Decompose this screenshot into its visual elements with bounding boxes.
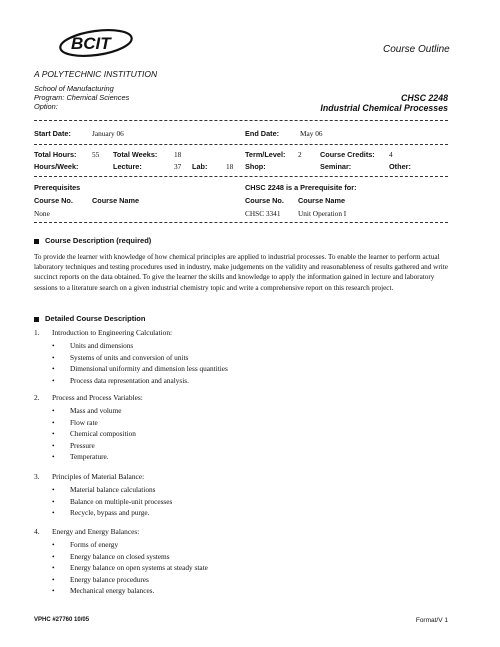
school-info (34, 84, 129, 111)
divider (34, 176, 448, 177)
total-hours-label: Total Hours: (34, 150, 77, 159)
list-item: • Balance on multiple-unit processes (52, 496, 172, 508)
list-item: • Recycle, bypass and purge. (52, 507, 172, 519)
topic-items (52, 340, 228, 386)
total-hours: 55 (92, 150, 100, 159)
lecture-hours: 37 (174, 162, 182, 171)
list-item: • Mechanical energy balances. (52, 585, 208, 597)
list-item: • Energy balance procedures (52, 574, 208, 586)
doc-type: Course Outline (383, 44, 450, 55)
prereq-value: None (34, 209, 50, 218)
end-date-label: End Date: (245, 129, 280, 138)
topic-number: 4. (34, 527, 40, 536)
shop-label: Shop: (245, 162, 266, 171)
course-description-heading (34, 236, 151, 245)
square-bullet-icon (34, 317, 39, 322)
topic-items (52, 539, 208, 597)
term-level: 2 (298, 150, 302, 159)
end-date: May 06 (300, 129, 323, 138)
footer-doc-id: VPHC #27760 10/05 (34, 617, 90, 623)
start-date-label: Start Date: (34, 129, 71, 138)
lab-hours: 18 (226, 162, 234, 171)
topic-number: 1. (34, 328, 40, 337)
list-item: • Chemical composition (52, 428, 136, 440)
for-course-name: Unit Operation I (298, 209, 347, 218)
prerequisites-title: Prerequisites (34, 183, 81, 192)
topic-number: 2. (34, 393, 40, 402)
hours-week-label: Hours/Week: (34, 162, 79, 171)
divider (34, 222, 448, 223)
course-credits-label: Course Credits: (320, 150, 375, 159)
detailed-description-heading-text: Detailed Course Description (45, 314, 146, 323)
lecture-label: Lecture: (113, 162, 142, 171)
course-code: CHSC 2248 (401, 93, 448, 103)
program-name: Program: Chemical Sciences (34, 93, 130, 102)
total-weeks: 18 (174, 150, 182, 159)
topic-title: Introduction to Engineering Calculation: (52, 328, 173, 337)
bcit-logo (58, 28, 134, 58)
detailed-description-heading (34, 314, 145, 323)
other-label: Other: (389, 162, 411, 171)
course-name: Industrial Chemical Processes (320, 103, 448, 113)
course-title-block (320, 93, 448, 113)
prereq-col-course-name: Course Name (92, 196, 140, 205)
term-level-label: Term/Level: (245, 150, 286, 159)
seminar-label: Seminar: (320, 162, 352, 171)
list-item: • Energy balance on closed systems (52, 551, 208, 563)
list-item: • Process data representation and analysis. (52, 375, 228, 387)
option-label: Option: (34, 102, 58, 111)
is-prerequisite-title: CHSC 2248 is a Prerequisite for: (245, 183, 357, 192)
list-item: • Flow rate (52, 417, 136, 429)
course-description-heading-text: Course Description (required) (45, 236, 152, 245)
list-item: • Mass and volume (52, 405, 136, 417)
course-credits: 4 (389, 150, 393, 159)
list-item: • Pressure (52, 440, 136, 452)
topic-items (52, 405, 136, 463)
topic-title: Energy and Energy Balances: (52, 527, 140, 536)
topic-title: Process and Process Variables: (52, 393, 143, 402)
topic-title: Principles of Material Balance: (52, 472, 145, 481)
for-course-no: CHSC 3341 (245, 209, 281, 218)
prereq-col-course-no: Course No. (34, 196, 73, 205)
list-item: • Temperature. (52, 451, 136, 463)
divider (34, 144, 448, 145)
footer-page: Format/V 1 (415, 617, 448, 624)
tagline: A POLYTECHNIC INSTITUTION (34, 69, 158, 79)
topic-number: 3. (34, 472, 40, 481)
svg-text:BCIT: BCIT (71, 34, 111, 53)
topic-items (52, 484, 172, 519)
for-col-course-name: Course Name (298, 196, 346, 205)
square-bullet-icon (34, 239, 39, 244)
school-name: School of Manufacturing (34, 84, 114, 93)
list-item: • Energy balance on open systems at steady state (52, 562, 208, 574)
list-item: • Units and dimensions (52, 340, 228, 352)
total-weeks-label: Total Weeks: (113, 150, 158, 159)
course-description-text: To provide the learner with knowledge of how chemical principles are applied to industrial processes. To enable the learner to perform actual laboratory techniques and testing procedures used in industry, make judgements on the validity and reasonableness of results gathered and write succinct reports on the data obtained. To give the learner the skills and knowledge to apply the information gained in lecture and laboratory sessions to a literature search on a given industrial chemistry topic and write a comprehensive report on this research project. (34, 253, 448, 292)
divider (34, 120, 448, 121)
start-date: January 06 (92, 129, 124, 138)
list-item: • Dimensional uniformity and dimension less quantities (52, 363, 228, 375)
for-col-course-no: Course No. (245, 196, 284, 205)
list-item: • Systems of units and conversion of units (52, 352, 228, 364)
list-item: • Forms of energy (52, 539, 208, 551)
lab-label: Lab: (192, 162, 208, 171)
list-item: • Material balance calculations (52, 484, 172, 496)
